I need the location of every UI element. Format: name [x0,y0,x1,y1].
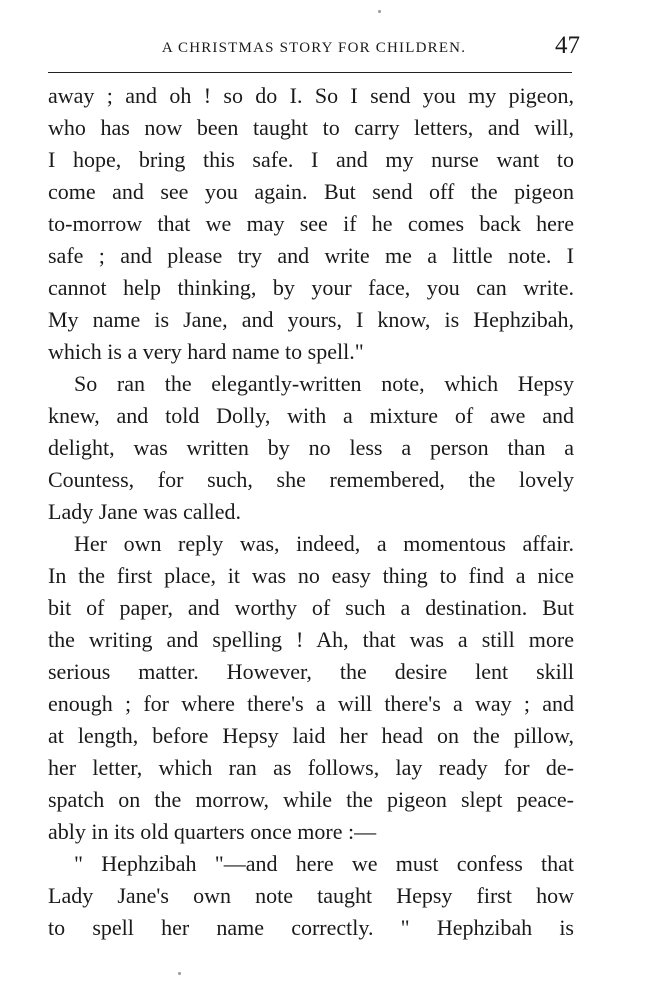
page-number: 47 [555,32,580,59]
text-line: come and see you again. But send off the pigeon [48,179,574,204]
text-line: delight, was written by no less a person than a [48,435,574,460]
text-line: Lady Jane was called. [48,499,242,524]
paragraph-3 [48,528,574,848]
text-line: I hope, bring this safe. I and my nurse want to [48,147,574,172]
text-line: serious matter. However, the desire lent skill [48,659,574,684]
text-line: ably in its old quarters once more :— [48,819,377,844]
text-line: In the first place, it was no easy thing to find a nice [48,563,574,588]
running-head [48,32,580,62]
paragraph-4 [48,848,574,944]
body-text [48,80,574,944]
text-line: My name is Jane, and yours, I know, is Hephzibah, [48,307,574,332]
text-line: Lady Jane's own note taught Hepsy first how [48,883,574,908]
paper-speck [378,10,381,13]
text-line: spatch on the morrow, while the pigeon slept peace- [48,787,574,812]
text-line: " Hephzibah "—and here we must confess that [74,851,574,876]
paragraph-1 [48,80,574,368]
text-line: enough ; for where there's a will there's a way ; and [48,691,574,716]
text-line: at length, before Hepsy laid her head on the pillow, [48,723,574,748]
text-line: to-morrow that we may see if he comes back here [48,211,574,236]
paper-speck [178,972,181,975]
text-line: who has now been taught to carry letters, and will, [48,115,574,140]
text-line: knew, and told Dolly, with a mixture of awe and [48,403,574,428]
paragraph-2 [48,368,574,528]
text-line: her letter, which ran as follows, lay ready for de- [48,755,574,780]
text-line: to spell her name correctly. " Hephzibah is [48,915,574,940]
text-line: Her own reply was, indeed, a momentous affair. [74,531,574,556]
text-line: cannot help thinking, by your face, you can write. [48,275,574,300]
text-line: away ; and oh ! so do I. So I send you my pigeon, [48,83,574,108]
text-line: bit of paper, and worthy of such a destination. But [48,595,574,620]
text-line: Countess, for such, she remembered, the lovely [48,467,574,492]
running-title: A CHRISTMAS STORY FOR CHILDREN. [161,40,467,56]
text-line: the writing and spelling ! Ah, that was a still more [48,627,574,652]
text-line: safe ; and please try and write me a little note. I [48,243,574,268]
text-line: which is a very hard name to spell." [48,339,364,364]
text-line: So ran the elegantly-written note, which Hepsy [74,371,574,396]
header-rule [48,72,572,73]
